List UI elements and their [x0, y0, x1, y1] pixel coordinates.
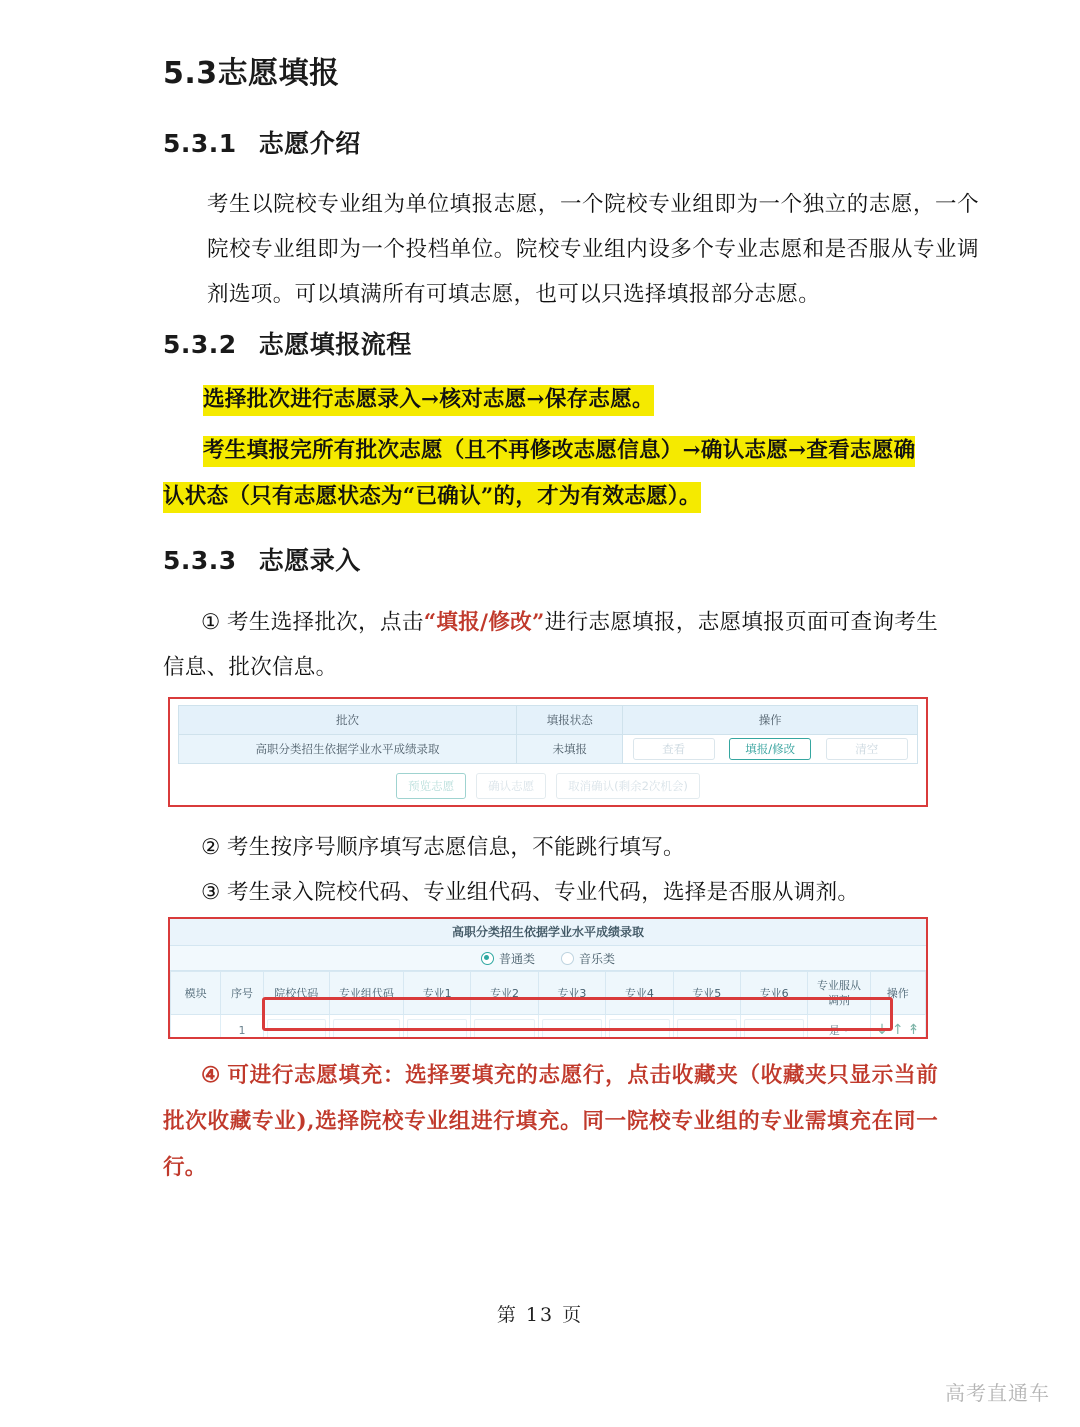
- volunteer-table-title: 高职分类招生依据学业水平成绩录取: [170, 919, 926, 946]
- move-up-icon[interactable]: ↑: [891, 1022, 904, 1038]
- cell-major-2[interactable]: [471, 1015, 538, 1040]
- radio-general-label: 普通类: [498, 951, 535, 966]
- list-item-2-text: 考生按序号顺序填写志愿信息，不能跳行填写。: [227, 835, 685, 860]
- list-item-2: [163, 825, 938, 870]
- col-header-major-2: 专业2: [471, 972, 538, 1015]
- flow-line-2: [163, 428, 938, 520]
- batch-footer-buttons: [178, 773, 918, 799]
- batch-table-head: [179, 706, 918, 735]
- cell-major-5[interactable]: [673, 1015, 740, 1040]
- col-header-status: 填报状态: [517, 706, 623, 735]
- major-4-input[interactable]: [609, 1019, 669, 1039]
- heading-5-3-3-text: 志愿录入: [258, 546, 361, 575]
- cell-major-6[interactable]: [740, 1015, 807, 1040]
- major-2-input[interactable]: [474, 1019, 534, 1039]
- radio-music-category[interactable]: [561, 950, 615, 967]
- major-1-input[interactable]: [407, 1019, 467, 1039]
- paragraph-volunteer-intro: 考生以院校专业组为单位填报志愿，一个院校专业组即为一个独立的志愿，一个院校专业组即为一个投档单位。院校专业组内设多个专业志愿和是否服从专业调剂选项。可以填满所有可填志愿，也可以只选择填报部分志愿。: [207, 192, 979, 307]
- chevron-down-icon: [843, 1028, 849, 1032]
- volunteer-table-header-row: [171, 972, 926, 1015]
- list-item-1-accent: “填报/修改”: [423, 610, 545, 635]
- flow-line-1-text: 选择批次进行志愿录入→核对志愿→保存志愿。: [203, 385, 654, 416]
- cell-module: [171, 1015, 221, 1040]
- list-item-3: [163, 870, 938, 915]
- col-header-module: 模块: [171, 972, 221, 1015]
- heading-5-3-2-number: 5.3.2: [163, 330, 237, 359]
- volunteer-category-radios: [170, 946, 926, 971]
- move-to-top-icon[interactable]: ↟: [907, 1022, 920, 1038]
- cell-group-code[interactable]: [329, 1015, 403, 1040]
- list-item-4: [163, 1053, 938, 1191]
- col-header-major-6: 专业6: [740, 972, 807, 1015]
- col-header-obey-line-2: 调剂: [827, 994, 850, 1007]
- list-item-1-marker: ①: [201, 610, 221, 635]
- col-header-obey-adjustment: [808, 972, 870, 1015]
- list-item-3-text: 考生录入院校代码、专业组代码、专业代码，选择是否服从调剂。: [227, 880, 860, 905]
- cell-obey-adjustment[interactable]: [808, 1015, 870, 1040]
- major-3-input[interactable]: [542, 1019, 602, 1039]
- heading-5-3-2-text: 志愿填报流程: [258, 330, 412, 359]
- obey-adjustment-select[interactable]: [829, 1022, 849, 1038]
- clear-button[interactable]: 清空: [826, 738, 908, 760]
- col-header-major-1: 专业1: [403, 972, 470, 1015]
- heading-5-3-1-text: 志愿介绍: [258, 129, 361, 158]
- radio-music-label: 音乐类: [579, 951, 616, 966]
- row-operation-icons[interactable]: [876, 1023, 919, 1037]
- batch-table: [178, 705, 918, 764]
- col-header-major-3: 专业3: [538, 972, 605, 1015]
- fill-modify-button[interactable]: 填报/修改: [729, 738, 811, 760]
- heading-5-3-3: [163, 541, 361, 577]
- cell-fill-status: 未填报: [517, 735, 623, 764]
- cell-major-4[interactable]: [606, 1015, 673, 1040]
- list-item-2-marker: ②: [201, 835, 221, 860]
- cell-school-code[interactable]: [263, 1015, 329, 1040]
- col-header-batch: 批次: [179, 706, 517, 735]
- list-item-3-marker: ③: [201, 880, 221, 905]
- group-code-input[interactable]: [333, 1019, 400, 1039]
- batch-table-body: [179, 735, 918, 764]
- flow-line-2a-text: 考生填报完所有批次志愿（且不再修改志愿信息）→确认志愿→查看志愿确: [203, 436, 915, 467]
- screenshot-volunteer-table: [168, 917, 928, 1039]
- radio-unselected-icon: [561, 952, 574, 965]
- preview-volunteer-button[interactable]: 预览志愿: [396, 773, 466, 799]
- col-header-obey-line-1: 专业服从: [816, 979, 861, 992]
- operation-buttons: [625, 735, 915, 763]
- col-header-school-code: 院校代码: [263, 972, 329, 1015]
- heading-5-3-1: [163, 124, 361, 160]
- table-row: [179, 735, 918, 764]
- major-6-input[interactable]: [744, 1019, 804, 1039]
- page-title: 5.3志愿填报: [163, 56, 340, 91]
- obey-adjustment-value: 是: [828, 1024, 840, 1037]
- volunteer-table-body: [171, 1015, 926, 1040]
- volunteer-table: [170, 971, 926, 1039]
- list-item-4-text: 可进行志愿填充：选择要填充的志愿行，点击收藏夹（收藏夹只显示当前批次收藏专业),选择院校专业组进行填充。同一院校专业组的专业需填充在同一行。: [163, 1063, 938, 1180]
- cell-major-3[interactable]: [538, 1015, 605, 1040]
- col-header-operation: 操作: [623, 706, 918, 735]
- radio-general-category[interactable]: [481, 950, 535, 967]
- heading-5-3-2: [163, 325, 412, 361]
- major-5-input[interactable]: [677, 1019, 737, 1039]
- cancel-confirm-button[interactable]: 取消确认(剩余2次机会): [556, 773, 700, 799]
- col-header-group-code: 专业组代码: [329, 972, 403, 1015]
- radio-selected-icon: [481, 952, 494, 965]
- cell-index: 1: [221, 1015, 264, 1040]
- col-header-operation: 操作: [870, 972, 926, 1015]
- screenshot-batch-table: [168, 697, 928, 807]
- list-item-1-text-after: 进行志愿填报，志愿填报页面可查询考生信息、批次信息。: [163, 610, 939, 680]
- cell-row-operations[interactable]: [870, 1015, 926, 1040]
- confirm-volunteer-button[interactable]: 确认志愿: [476, 773, 546, 799]
- list-item-4-marker: ④: [201, 1063, 221, 1088]
- heading-5-3-1-number: 5.3.1: [163, 129, 237, 158]
- flow-line-1: [163, 377, 938, 423]
- list-item-1-text-before: 考生选择批次，点击: [227, 610, 424, 635]
- cell-batch-name: 高职分类招生依据学业水平成绩录取: [179, 735, 517, 764]
- heading-5-3-3-number: 5.3.3: [163, 546, 237, 575]
- volunteer-table-head: [171, 972, 926, 1015]
- page-number: 第 13 页: [496, 1304, 584, 1326]
- cell-major-1[interactable]: [403, 1015, 470, 1040]
- cell-operations: [623, 735, 918, 764]
- flow-line-2b-text: 认状态（只有志愿状态为“已确认”的，才为有效志愿）。: [163, 482, 701, 513]
- watermark: 高考直通车: [945, 1381, 1050, 1405]
- school-code-input[interactable]: [267, 1019, 326, 1039]
- table-row: [171, 1015, 926, 1040]
- col-header-major-4: 专业4: [606, 972, 673, 1015]
- list-item-1: [163, 600, 938, 690]
- col-header-major-5: 专业5: [673, 972, 740, 1015]
- move-down-icon[interactable]: ↓: [876, 1022, 888, 1038]
- batch-table-header-row: [179, 706, 918, 735]
- col-header-index: 序号: [221, 972, 264, 1015]
- view-button[interactable]: 查看: [633, 738, 715, 760]
